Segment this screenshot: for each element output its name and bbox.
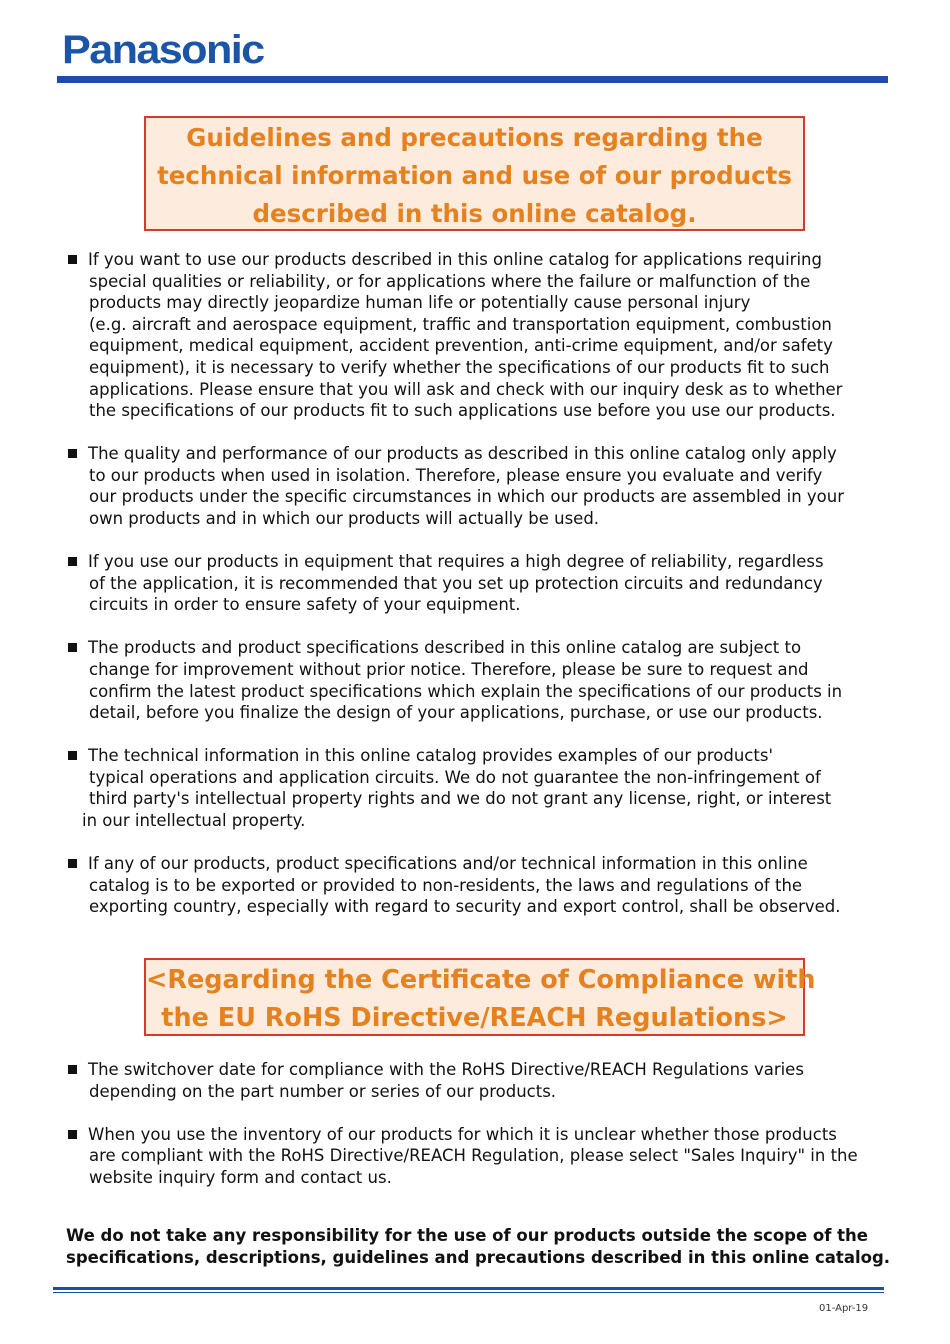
guideline-text: our products under the specific circumstances in which our products are assembled in your: [89, 487, 844, 507]
guideline-text: circuits in order to ensure safety of your equipment.: [89, 595, 521, 615]
guideline-text: The products and product specifications described in this online catalog are subject to: [88, 638, 802, 658]
bullet-square-icon: [68, 1130, 77, 1139]
guideline-text: in our intellectual property.: [82, 811, 306, 831]
bullet-square-icon: [68, 255, 77, 264]
guideline-text: The technical information in this online catalog provides examples of our products': [88, 746, 773, 766]
rohs-item: [68, 1124, 858, 1189]
panasonic-logo: Panasonic: [62, 28, 264, 72]
guidelines-title-box: [144, 116, 805, 231]
bullet-square-icon: [68, 643, 77, 652]
rohs-title-line: <Regarding the Certificate of Compliance with: [146, 965, 816, 995]
guideline-text: If any of our products, product specifications and/or technical information in this online: [88, 854, 808, 874]
rohs-title-line: the EU RoHS Directive/REACH Regulations>: [161, 1003, 788, 1033]
guideline-text: change for improvement without prior notice. Therefore, please be sure to request and: [89, 660, 809, 679]
guideline-text: If you want to use our products described in this online catalog for applications requiring: [88, 250, 822, 269]
rohs-text: website inquiry form and contact us.: [89, 1167, 392, 1187]
bullet-square-icon: [68, 859, 77, 868]
guideline-text: applications. Please ensure that you will ask and check with our inquiry desk as to whether: [89, 379, 843, 399]
disclaimer-line: specifications, descriptions, guidelines and precautions described in this online catalog.: [66, 1247, 891, 1267]
bullet-square-icon: [68, 449, 77, 458]
guideline-text: the specifications of our products fit to such applications use before you use our products.: [89, 401, 836, 421]
guideline-text: equipment, medical equipment, accident prevention, anti-crime equipment, and/or safety: [89, 336, 833, 356]
guidelines-title-line: Guidelines and precautions regarding the: [186, 123, 763, 152]
guideline-item: [68, 853, 844, 918]
bullet-square-icon: [68, 751, 77, 760]
footer-divider-thin: [53, 1292, 884, 1293]
guideline-text: special qualities or reliability, or for applications where the failure or malfunction of the: [89, 271, 811, 291]
guideline-text: to our products when used in isolation. Therefore, please ensure you evaluate and verify: [89, 465, 823, 485]
guidelines-title-line: described in this online catalog.: [252, 199, 697, 228]
responsibility-disclaimer: [66, 1225, 890, 1268]
guideline-text: confirm the latest product specifications which explain the specifications of our products in: [89, 681, 843, 701]
guideline-text: catalog is to be exported or provided to non-residents, the laws and regulations of the: [89, 875, 803, 895]
rohs-item: [68, 1059, 858, 1102]
guideline-text: own products and in which our products will actually be used.: [89, 509, 600, 529]
guideline-text: (e.g. aircraft and aerospace equipment, traffic and transportation equipment, combustion: [89, 314, 832, 334]
header-divider: [57, 76, 888, 83]
rohs-title-box: [144, 958, 816, 1036]
guideline-item: [68, 551, 844, 616]
document-date: 01-Apr-19: [819, 1303, 869, 1314]
guideline-text: typical operations and application circuits. We do not guarantee the non-infringement of: [89, 767, 821, 787]
guideline-item: [68, 249, 844, 422]
bullet-square-icon: [68, 1065, 77, 1074]
guideline-text: products may directly jeopardize human life or potentially cause personal injury: [89, 293, 751, 313]
rohs-text: depending on the part number or series of our products.: [89, 1081, 557, 1101]
rohs-text: The switchover date for compliance with the RoHS Directive/REACH Regulations varies: [88, 1060, 804, 1079]
guideline-item: [68, 637, 844, 723]
rohs-text: When you use the inventory of our products for which it is unclear whether those products: [88, 1124, 837, 1144]
rohs-text: are compliant with the RoHS Directive/REACH Regulation, please select "Sales Inquiry" in the: [89, 1146, 858, 1166]
footer-divider: [53, 1287, 884, 1290]
guideline-text: equipment), it is necessary to verify whether the specifications of our products fit to such: [89, 357, 830, 377]
guidelines-title-line: technical information and use of our products: [157, 161, 792, 190]
guideline-item: [68, 443, 844, 529]
guideline-text: The quality and performance of our products as described in this online catalog only apply: [88, 444, 837, 464]
guideline-text: exporting country, especially with regard to security and export control, shall be observed.: [89, 897, 841, 917]
guideline-item: [68, 745, 844, 831]
bullet-square-icon: [68, 557, 77, 566]
guideline-text: If you use our products in equipment that requires a high degree of reliability, regardless: [88, 552, 824, 572]
guidelines-list: [68, 249, 844, 939]
rohs-list: [68, 1059, 858, 1210]
guideline-text: detail, before you finalize the design of your applications, purchase, or use our products.: [89, 703, 823, 723]
guideline-text: of the application, it is recommended that you set up protection circuits and redundancy: [89, 573, 823, 593]
guideline-text: third party's intellectual property rights and we do not grant any license, right, or interest: [89, 789, 832, 809]
disclaimer-line: We do not take any responsibility for the use of our products outside the scope of the: [66, 1226, 868, 1245]
